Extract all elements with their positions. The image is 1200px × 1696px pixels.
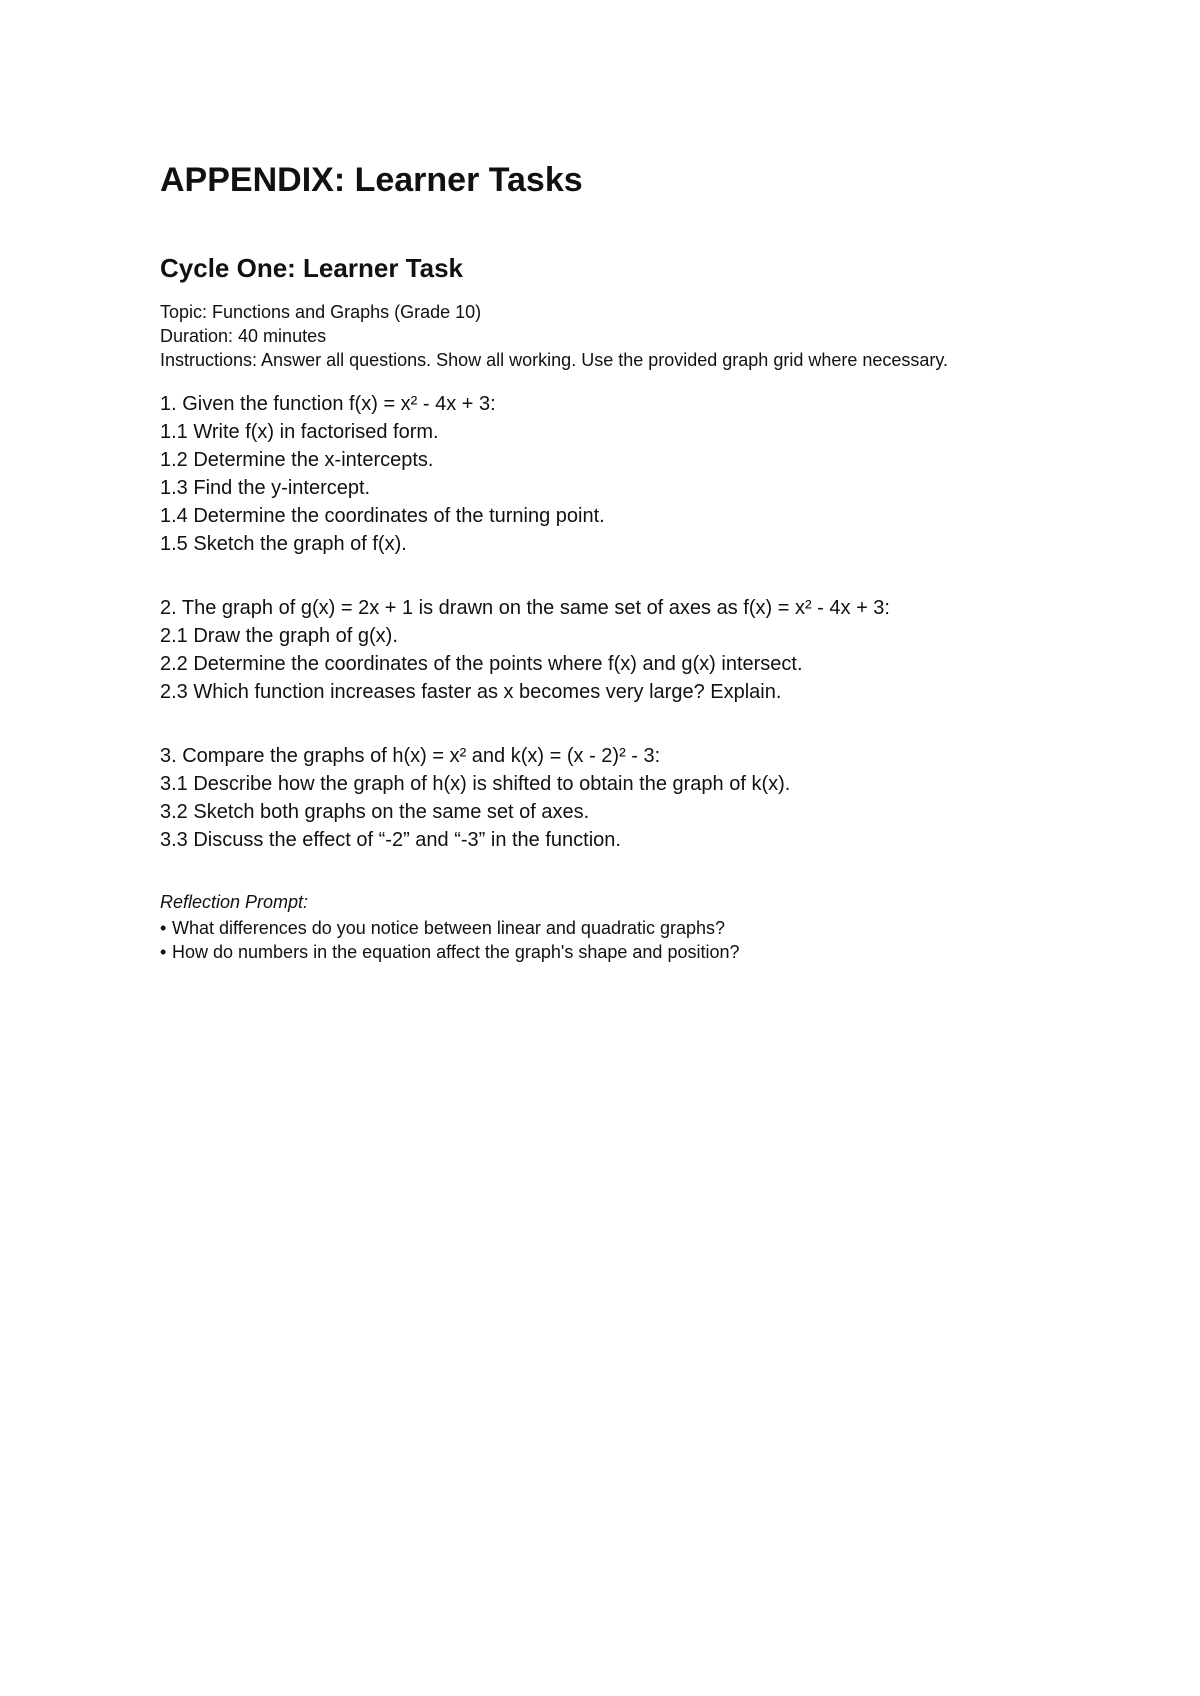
reflection-title: Reflection Prompt: xyxy=(160,892,309,912)
bullet-icon: • xyxy=(160,942,167,962)
reflection-item xyxy=(160,916,1100,940)
question-prompt: 3. Compare the graphs of h(x) = x² and k(x) = (x - 2)² - 3: xyxy=(160,745,661,767)
instructions-line: Instructions: Answer all questions. Show all working. Use the provided graph grid where necessary. xyxy=(160,350,949,370)
page-title: APPENDIX: Learner Tasks xyxy=(160,161,583,199)
section-title: Cycle One: Learner Task xyxy=(160,253,463,283)
question-part: 2.1 Draw the graph of g(x). xyxy=(160,625,398,647)
reflection-item xyxy=(160,940,1100,964)
question-prompt: 1. Given the function f(x) = x² - 4x + 3: xyxy=(160,393,496,415)
question-part: 2.2 Determine the coordinates of the points where f(x) and g(x) intersect. xyxy=(160,653,803,675)
task-meta xyxy=(160,300,1100,372)
question-3 xyxy=(160,742,1100,854)
question-part: 1.2 Determine the x-intercepts. xyxy=(160,449,434,471)
question-part: 3.3 Discuss the effect of “-2” and “-3” in the function. xyxy=(160,829,621,851)
topic-line: Topic: Functions and Graphs (Grade 10) xyxy=(160,302,482,322)
question-part: 1.4 Determine the coordinates of the turning point. xyxy=(160,505,605,527)
question-part: 3.2 Sketch both graphs on the same set of axes. xyxy=(160,801,590,823)
duration-line: Duration: 40 minutes xyxy=(160,326,327,346)
question-2 xyxy=(160,594,1100,706)
reflection-item-text: What differences do you notice between linear and quadratic graphs? xyxy=(172,918,726,938)
document-page xyxy=(160,160,1100,964)
reflection-section xyxy=(160,890,1100,964)
question-prompt: 2. The graph of g(x) = 2x + 1 is drawn on the same set of axes as f(x) = x² - 4x + 3: xyxy=(160,597,890,619)
question-1 xyxy=(160,390,1100,558)
question-part: 3.1 Describe how the graph of h(x) is shifted to obtain the graph of k(x). xyxy=(160,773,791,795)
bullet-icon: • xyxy=(160,918,167,938)
question-part: 2.3 Which function increases faster as x becomes very large? Explain. xyxy=(160,681,782,703)
question-part: 1.1 Write f(x) in factorised form. xyxy=(160,421,439,443)
reflection-item-text: How do numbers in the equation affect the graph's shape and position? xyxy=(172,942,740,962)
question-part: 1.5 Sketch the graph of f(x). xyxy=(160,533,407,555)
question-part: 1.3 Find the y-intercept. xyxy=(160,477,371,499)
